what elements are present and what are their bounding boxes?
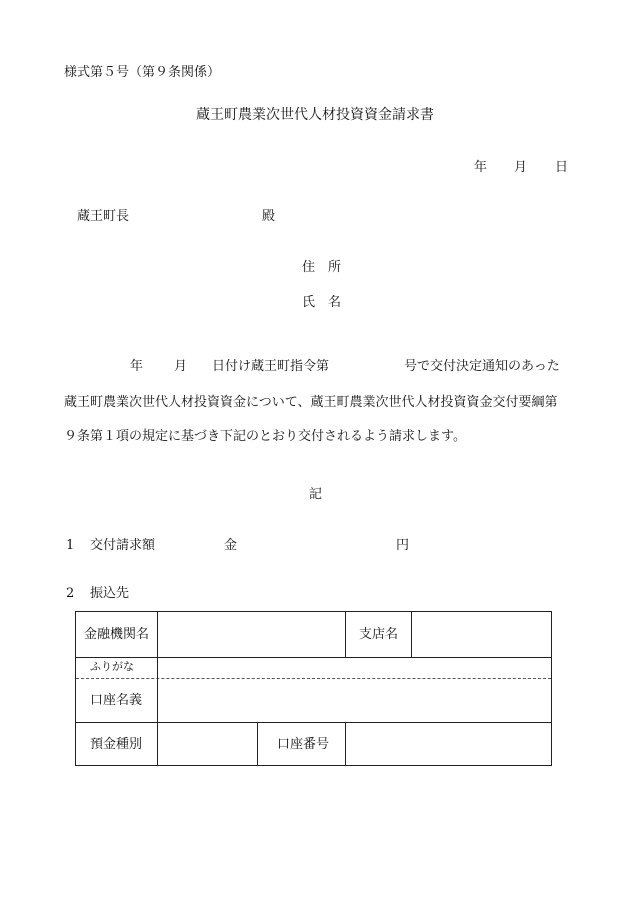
bank-name-label: 金融機関名 — [84, 627, 150, 642]
account-holder-field[interactable] — [158, 679, 552, 722]
branch-label: 支店名 — [359, 627, 399, 642]
body-year-label: 年 — [130, 359, 144, 374]
addressee-honorific: 殿 — [262, 209, 276, 224]
deposit-type-label: 預金種別 — [90, 737, 143, 752]
furigana-label: ふりがな — [90, 660, 134, 673]
table-rule — [345, 612, 346, 657]
item2-number: 2 — [66, 586, 75, 601]
body-line-2: 蔵王町農業次世代人材投資資金について、蔵王町農業次世代人材投資資金交付要綱第 — [64, 395, 558, 410]
account-number-label: 口座番号 — [277, 737, 330, 752]
addressee-name: 蔵王町長 — [77, 209, 130, 224]
item1-label: 交付請求額 — [90, 538, 156, 553]
furigana-field[interactable] — [158, 658, 552, 678]
item1-yen: 円 — [396, 538, 410, 553]
item2-label: 振込先 — [90, 586, 130, 601]
document-title: 蔵王町農業次世代人材投資資金請求書 — [196, 107, 434, 123]
bank-name-field[interactable] — [158, 612, 345, 657]
branch-field[interactable] — [412, 612, 552, 657]
ki-heading: 記 — [309, 487, 323, 502]
applicant-name-label: 氏 名 — [302, 295, 342, 310]
applicant-address-label: 住 所 — [302, 260, 342, 275]
account-number-field[interactable] — [346, 723, 552, 766]
body-number-suffix: 号で交付決定通知のあった — [404, 359, 560, 374]
date-day-label: 日 — [555, 160, 569, 175]
body-date-suffix: 日付け蔵王町指令第 — [212, 359, 330, 374]
body-month-label: 月 — [174, 359, 188, 374]
form-number: 様式第５号（第９条関係） — [64, 65, 221, 80]
item1-number: 1 — [66, 538, 75, 553]
date-month-label: 月 — [514, 160, 528, 175]
body-line-3: ９条第１項の規定に基づき下記のとおり交付されるよう請求します。 — [64, 429, 466, 444]
item1-kin: 金 — [224, 538, 238, 553]
bank-table — [75, 611, 552, 766]
deposit-type-field[interactable] — [158, 723, 257, 766]
date-year-label: 年 — [474, 160, 488, 175]
table-rule — [257, 722, 258, 766]
account-holder-label: 口座名義 — [90, 693, 143, 708]
